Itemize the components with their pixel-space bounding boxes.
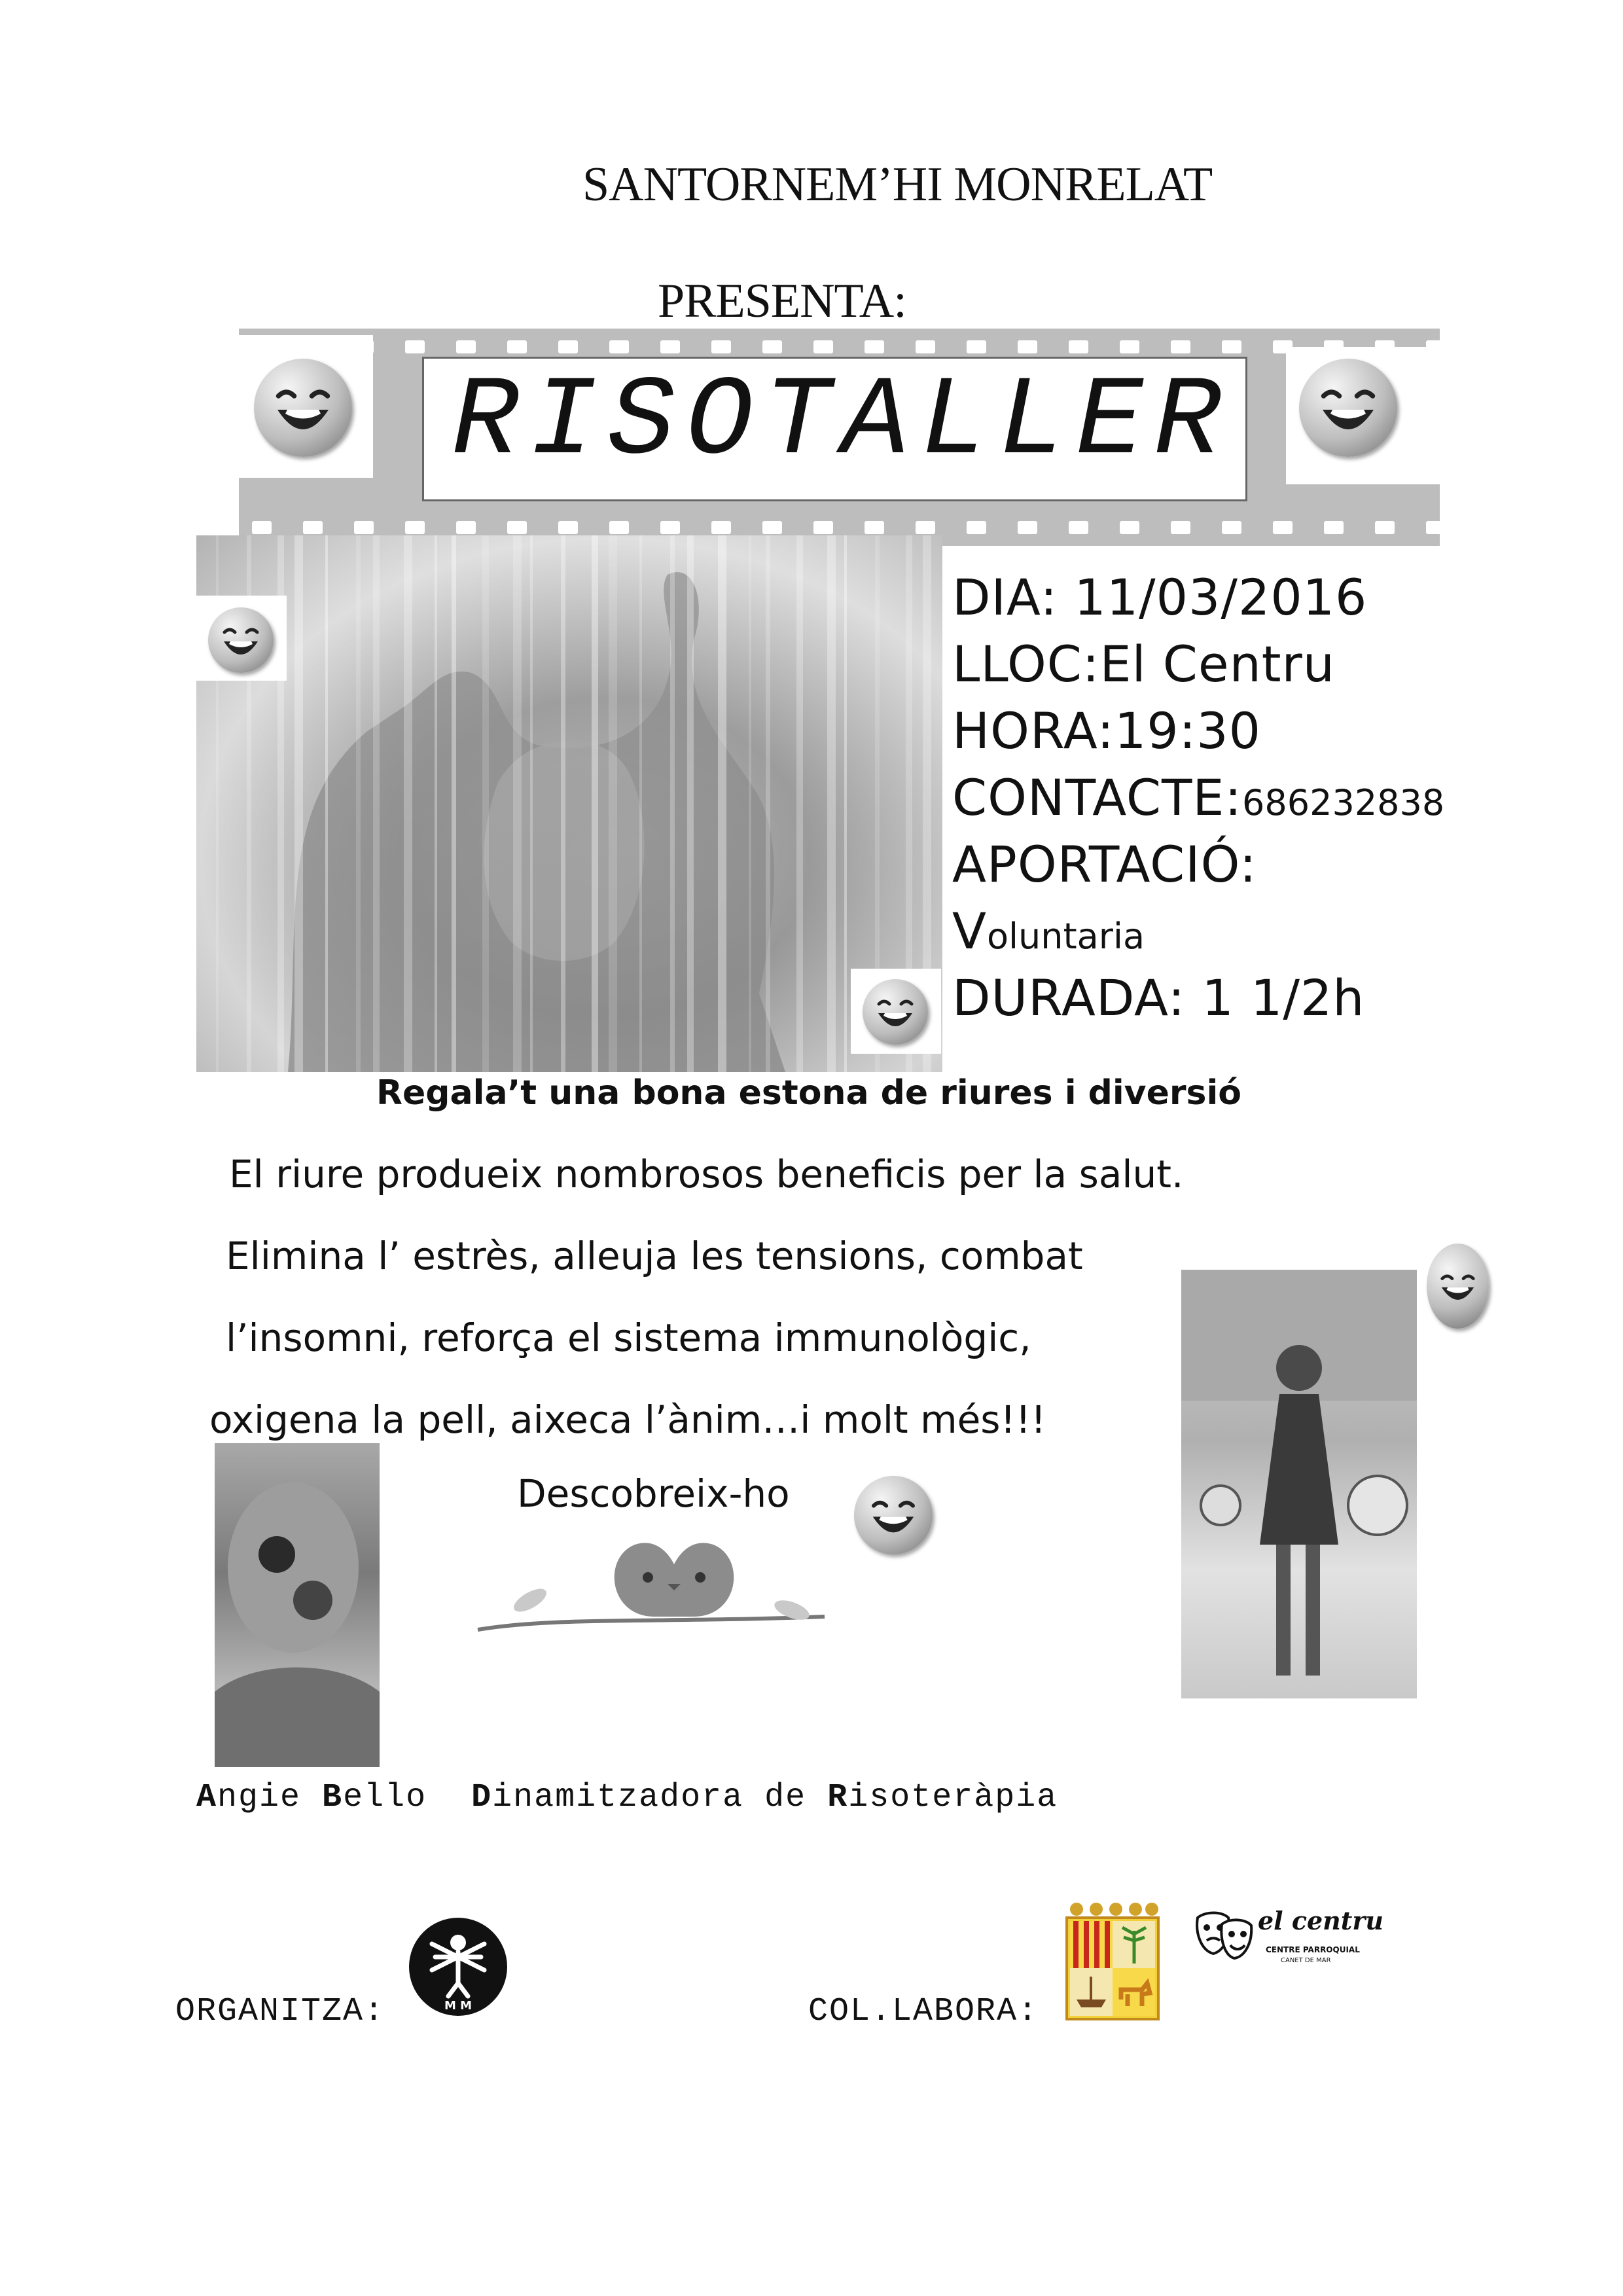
water-streak [844, 535, 847, 1072]
performer-figure [1181, 1270, 1417, 1698]
water-streak [766, 535, 770, 1072]
film-sprocket-hole [354, 521, 374, 534]
credit-name-last: ello [343, 1779, 427, 1816]
event-date: DIA: 11/03/2016 [952, 568, 1368, 626]
organizer-name: SANTORNEM’HI MONRELAT [582, 158, 1213, 211]
mm-logo-text: M M [444, 1999, 473, 2013]
shield-icon [1063, 1901, 1162, 2022]
film-sprocket-hole [252, 521, 272, 534]
mm-logo-figure [409, 1918, 507, 2016]
street-performer-photo [1181, 1270, 1417, 1698]
credit-initial-r: R [827, 1779, 849, 1816]
film-sprocket-hole [405, 521, 425, 534]
film-sprocket-hole [762, 521, 782, 534]
film-sprocket-hole [711, 521, 731, 534]
laughing-face [254, 359, 352, 457]
contact-phone[interactable]: 686232838 [1242, 782, 1445, 823]
film-sprocket-hole [405, 340, 425, 353]
laughing-face [854, 1476, 933, 1554]
film-sprocket-hole [507, 340, 527, 353]
event-place: LLOC:El Centru [952, 635, 1335, 693]
el-centru-logo-text: el centru [1258, 1906, 1383, 1935]
laughing-smiley-icon [254, 359, 352, 457]
el-centru-sub-1: CENTRE PARROQUIAL [1266, 1945, 1360, 1954]
film-sprocket-hole [558, 340, 578, 353]
el-centru-logo [1192, 1905, 1383, 1977]
event-time: HORA:19:30 [952, 702, 1261, 760]
tagline: Regala’t una bona estona de riures i diversió [376, 1073, 1241, 1113]
description-line-1: El riure produeix nombrosos beneficis per la salut. [229, 1152, 1184, 1196]
film-sprocket-hole [813, 340, 833, 353]
film-sprocket-hole [1426, 521, 1446, 534]
film-sprocket-hole [1222, 340, 1241, 353]
organizes-label: ORGANITZA: [175, 1993, 385, 2030]
film-sprocket-hole [1273, 521, 1293, 534]
film-sprocket-hole [865, 340, 884, 353]
laughing-smiley-icon [1299, 359, 1397, 457]
film-sprocket-hole [1171, 340, 1190, 353]
laughing-smiley-icon [863, 979, 928, 1045]
film-sprocket-hole [1171, 521, 1190, 534]
contribution-value [952, 902, 1145, 960]
call-to-action: Descobreix-ho [517, 1471, 790, 1516]
film-sprocket-hole [865, 521, 884, 534]
film-sprocket-hole [1120, 521, 1139, 534]
laughing-face [1427, 1244, 1489, 1329]
credit-initial-a: A [196, 1779, 218, 1816]
water-streak [482, 535, 489, 1072]
mm-logo [409, 1918, 507, 2016]
water-streak [325, 535, 328, 1072]
credit-role-2: isoteràpia [848, 1779, 1058, 1816]
film-sprocket-hole [1069, 340, 1088, 353]
film-sprocket-hole [507, 521, 527, 534]
event-title: RISOTALLER [452, 359, 1232, 486]
laughing-face [208, 607, 274, 673]
water-streak [827, 535, 836, 1072]
laughing-smiley-icon [208, 607, 274, 673]
clown-face [215, 1443, 380, 1767]
water-streak [609, 535, 617, 1072]
description-line-2: Elimina l’ estrès, alleuja les tensions, combat [226, 1234, 1083, 1278]
water-streak [404, 535, 412, 1072]
film-sprocket-hole [1222, 521, 1241, 534]
film-sprocket-hole [762, 340, 782, 353]
film-sprocket-hole [303, 521, 323, 534]
laughing-smiley-icon [854, 1476, 933, 1554]
water-streak [513, 535, 522, 1072]
laughing-face [863, 979, 928, 1045]
film-sprocket-hole [1324, 521, 1344, 534]
credit-initial-d: D [471, 1779, 493, 1816]
contact-label: CONTACTE: [952, 768, 1243, 827]
film-sprocket-hole [660, 521, 680, 534]
description-line-3: l’insomni, reforça el sistema immunològic, [226, 1316, 1031, 1360]
presents-label: PRESENTA: [658, 274, 906, 328]
film-sprocket-hole [711, 340, 731, 353]
film-sprocket-hole [1375, 521, 1395, 534]
film-sprocket-hole [456, 521, 476, 534]
water-streak [639, 535, 642, 1072]
film-sprocket-hole [1018, 521, 1037, 534]
film-sprocket-hole [1018, 340, 1037, 353]
credit-initial-b: B [322, 1779, 344, 1816]
contribution-initial: V [952, 902, 987, 960]
water-streak [435, 535, 437, 1072]
credit-role-1: inamitzadora de [492, 1779, 828, 1816]
film-sprocket-hole [456, 340, 476, 353]
event-contact [952, 768, 1444, 827]
film-sprocket-hole [967, 340, 986, 353]
clown-portrait-photo [215, 1443, 380, 1767]
el-centru-sub-2: CANET DE MAR [1281, 1957, 1331, 1964]
water-streak [561, 535, 565, 1072]
water-streak [373, 535, 380, 1072]
water-streak [294, 535, 303, 1072]
film-sprocket-hole [609, 340, 629, 353]
film-sprocket-hole [1069, 521, 1088, 534]
collaborates-label: COL.LABORA: [808, 1993, 1039, 2030]
water-streak [749, 535, 751, 1072]
elephant-waterfall-photo [196, 535, 942, 1072]
film-sprocket-hole [660, 340, 680, 353]
water-streak [592, 535, 598, 1072]
film-sprocket-hole [1120, 340, 1139, 353]
water-streak [530, 535, 533, 1072]
water-streak [452, 535, 456, 1072]
love-birds-illustration [458, 1518, 838, 1676]
contribution-rest: oluntaria [987, 916, 1145, 957]
laughing-face [1299, 359, 1397, 457]
facilitator-credit [196, 1779, 1058, 1816]
film-sprocket-hole [967, 521, 986, 534]
water-streak [718, 535, 726, 1072]
water-streak [356, 535, 361, 1072]
laughing-smiley-icon [1427, 1244, 1489, 1329]
water-streak [670, 535, 675, 1072]
film-sprocket-hole [558, 521, 578, 534]
water-streak [796, 535, 803, 1072]
contribution-label: APORTACIÓ: [952, 835, 1257, 893]
event-duration: DURADA: 1 1/2h [952, 969, 1365, 1027]
credit-name-first: ngie [217, 1779, 323, 1816]
water-streak [687, 535, 694, 1072]
description-line-4: oxigena la pell, aixeca l’ànim…i molt més!!! [209, 1397, 1046, 1442]
film-sprocket-hole [916, 521, 935, 534]
film-sprocket-hole [813, 521, 833, 534]
film-sprocket-hole [916, 340, 935, 353]
film-sprocket-hole [609, 521, 629, 534]
